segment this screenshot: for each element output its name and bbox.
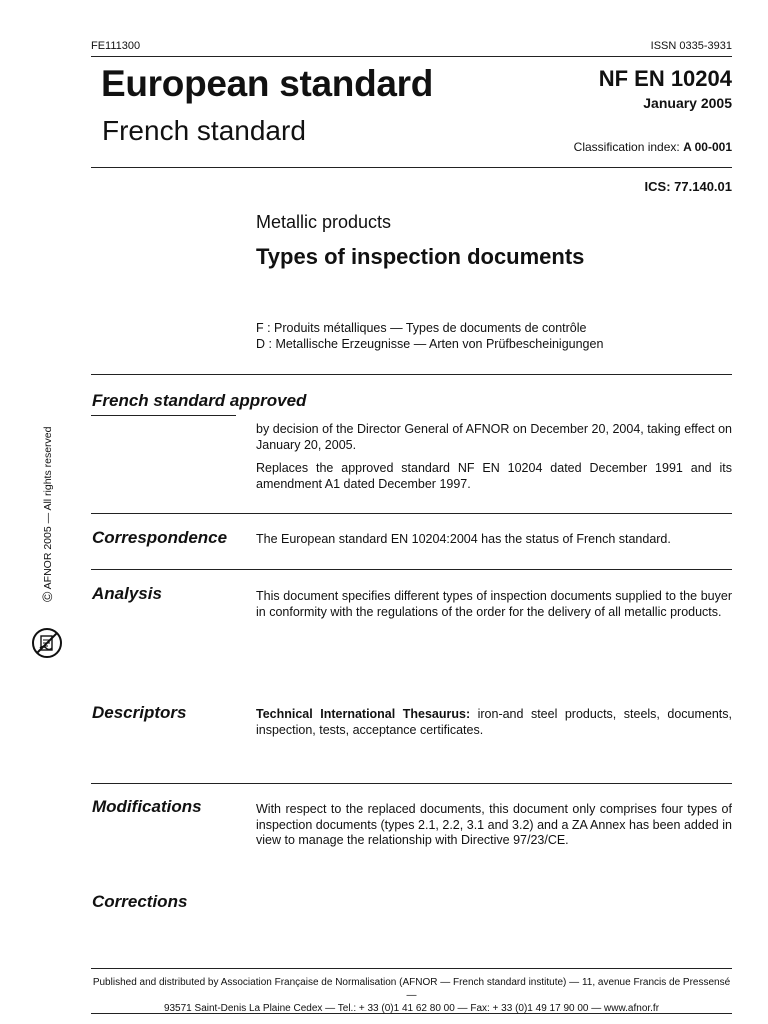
document-code: FE111300: [91, 40, 141, 52]
footer-bottom-rule: [91, 1013, 732, 1014]
approved-paragraph-2: Replaces the approved standard NF EN 10204 dated December 1991 and its amendment A1 dated December 1997.: [256, 461, 732, 491]
publisher-footer: [91, 976, 732, 1015]
section-rule: [91, 783, 732, 784]
section-rule: [91, 569, 732, 570]
heading-analysis: Analysis: [92, 584, 162, 603]
footer-top-rule: [91, 968, 732, 969]
section-rule: [91, 374, 732, 375]
title-main: European standard: [101, 63, 434, 104]
title-sub: French standard: [102, 115, 306, 146]
header-top-rule: [91, 56, 732, 57]
descriptors-value: iron-and steel products, steels, documents, inspection, tests, acceptance certificates.: [256, 707, 733, 737]
copyright-text: AFNOR 2005 — All rights reserved: [42, 426, 54, 592]
subject-title: Types of inspection documents: [256, 244, 585, 269]
translation-french: F : Produits métalliques — Types de documents de contrôle: [256, 321, 587, 335]
descriptors-label: Technical International Thesaurus:: [256, 707, 471, 721]
standard-number: NF EN 10204: [598, 66, 732, 91]
correspondence-text: The European standard EN 10204:2004 has the status of French standard.: [256, 532, 671, 546]
approved-underline-rule: [91, 415, 236, 416]
subject-category: Metallic products: [256, 212, 392, 232]
heading-correspondence: Correspondence: [92, 528, 228, 547]
issn-number: ISSN 0335-3931: [650, 40, 732, 52]
heading-modifications: Modifications: [92, 797, 202, 816]
modifications-text: With respect to the replaced documents, this document only comprises four types of inspection documents (types 2.1, 2.2, 3.1 and 3.2) and a ZA Annex has been added in view to manage the relationship with Directive 97/23/CE.: [256, 802, 732, 847]
publication-date: January 2005: [643, 95, 732, 111]
no-photocopy-icon: [31, 627, 63, 659]
descriptors-text: [256, 707, 732, 738]
heading-descriptors: Descriptors: [92, 703, 187, 722]
classification-value: A 00-001: [683, 140, 732, 154]
approved-paragraph-1: by decision of the Director General of AFNOR on December 20, 2004, taking effect on January 20, 2005.: [256, 422, 732, 452]
header-bottom-rule: [91, 167, 732, 168]
copyright-symbol: ©: [39, 591, 55, 602]
classification-label: Classification index:: [573, 140, 680, 154]
classification-index: [574, 140, 732, 154]
copyright-notice: [39, 427, 55, 602]
heading-corrections: Corrections: [92, 892, 188, 911]
heading-approved: French standard approved: [92, 391, 307, 410]
footer-line-1: Published and distributed by Association Française de Normalisation (AFNOR — French standard institute) — 11, avenue Francis de Pressensé —: [92, 977, 731, 1001]
section-rule: [91, 513, 732, 514]
footer-line-2: 93571 Saint-Denis La Plaine Cedex — Tel.: + 33 (0)1 41 62 80 00 — Fax: + 33 (0)1 49 17 90 00 — www.afnor.fr: [163, 1003, 660, 1014]
analysis-text: This document specifies different types of inspection documents supplied to the buyer in conformity with the regulations of the order for the delivery of all metallic products.: [256, 589, 732, 619]
ics-code: ICS: 77.140.01: [644, 179, 732, 194]
translation-german: D : Metallische Erzeugnisse — Arten von Prüfbescheinigungen: [256, 337, 604, 351]
